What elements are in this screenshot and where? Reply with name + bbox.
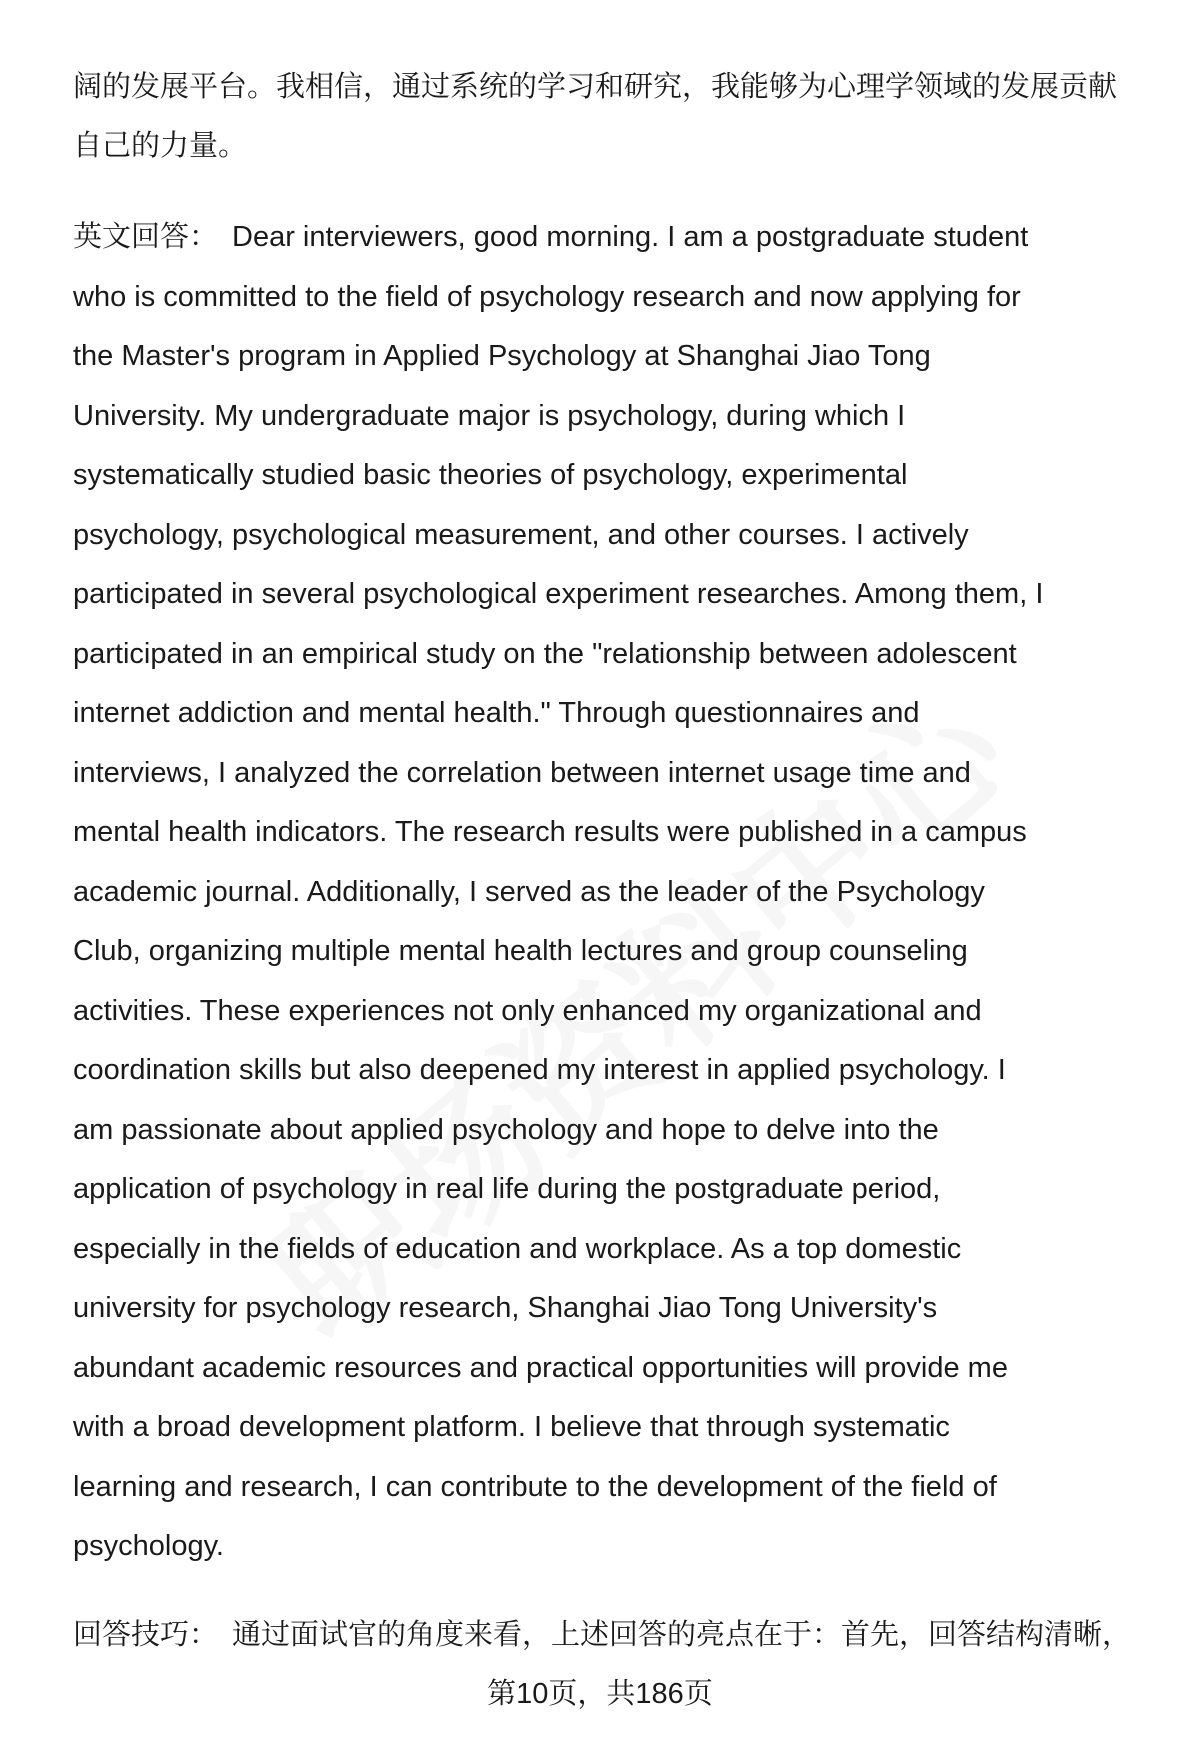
- english-answer-first-line: [73, 217, 1028, 257]
- english-answer-line: internet addiction and mental health." Through questionnaires and: [73, 697, 920, 729]
- page-number: 第10页，共186页: [487, 1678, 713, 1710]
- english-answer-text: Dear interviewers, good morning. I am a postgraduate student: [232, 221, 1029, 253]
- english-answer-line: who is committed to the field of psychology research and now applying for: [73, 280, 1021, 313]
- english-answer-line: abundant academic resources and practical opportunities will provide me: [73, 1351, 1008, 1384]
- english-answer-line: learning and research, I can contribute to the development of the field of: [73, 1470, 997, 1503]
- english-answer-line: psychology, psychological measurement, and other courses. I actively: [73, 518, 969, 551]
- paragraph-line: 阔的发展平台。我相信，通过系统的学习和研究，我能够为心理学领域的发展贡献: [73, 71, 1118, 103]
- english-answer-line: systematically studied basic theories of psychology, experimental: [73, 459, 908, 491]
- english-answer-line: participated in an empirical study on the "relationship between adolescent: [73, 637, 1017, 670]
- tips-label: 回答技巧：: [73, 1619, 219, 1651]
- english-answer-line: with a broad development platform. I believe that through systematic: [73, 1411, 950, 1443]
- paragraph-line: 自己的力量。: [73, 130, 248, 162]
- english-answer-label: 英文回答：: [73, 221, 219, 253]
- english-answer-line: academic journal. Additionally, I served as the leader of the Psychology: [73, 875, 985, 908]
- english-answer-line: am passionate about applied psychology and hope to delve into the: [73, 1113, 939, 1146]
- english-answer-line: Club, organizing multiple mental health lectures and group counseling: [73, 935, 968, 967]
- english-answer-line: activities. These experiences not only enhanced my organizational and: [73, 994, 982, 1027]
- english-answer-line: the Master's program in Applied Psychology at Shanghai Jiao Tong: [73, 340, 931, 372]
- english-answer-line: psychology.: [73, 1530, 224, 1562]
- english-answer-line: application of psychology in real life during the postgraduate period,: [73, 1173, 941, 1205]
- english-answer-line: university for psychology research, Shanghai Jiao Tong University's: [73, 1292, 938, 1324]
- english-answer-line: interviews, I analyzed the correlation between internet usage time and: [73, 756, 971, 789]
- english-answer-line: University. My undergraduate major is psychology, during which I: [73, 399, 906, 432]
- tips-text: 通过面试官的角度来看，上述回答的亮点在于：首先，回答结构清晰，: [232, 1619, 1132, 1651]
- english-answer-line: coordination skills but also deepened my interest in applied psychology. I: [73, 1054, 1006, 1086]
- english-answer-line: mental health indicators. The research results were published in a campus: [73, 816, 1027, 848]
- english-answer-line: participated in several psychological experiment researches. Among them, I: [73, 578, 1044, 610]
- tips-line: [73, 1615, 1131, 1655]
- english-answer-line: especially in the fields of education and workplace. As a top domestic: [73, 1232, 962, 1265]
